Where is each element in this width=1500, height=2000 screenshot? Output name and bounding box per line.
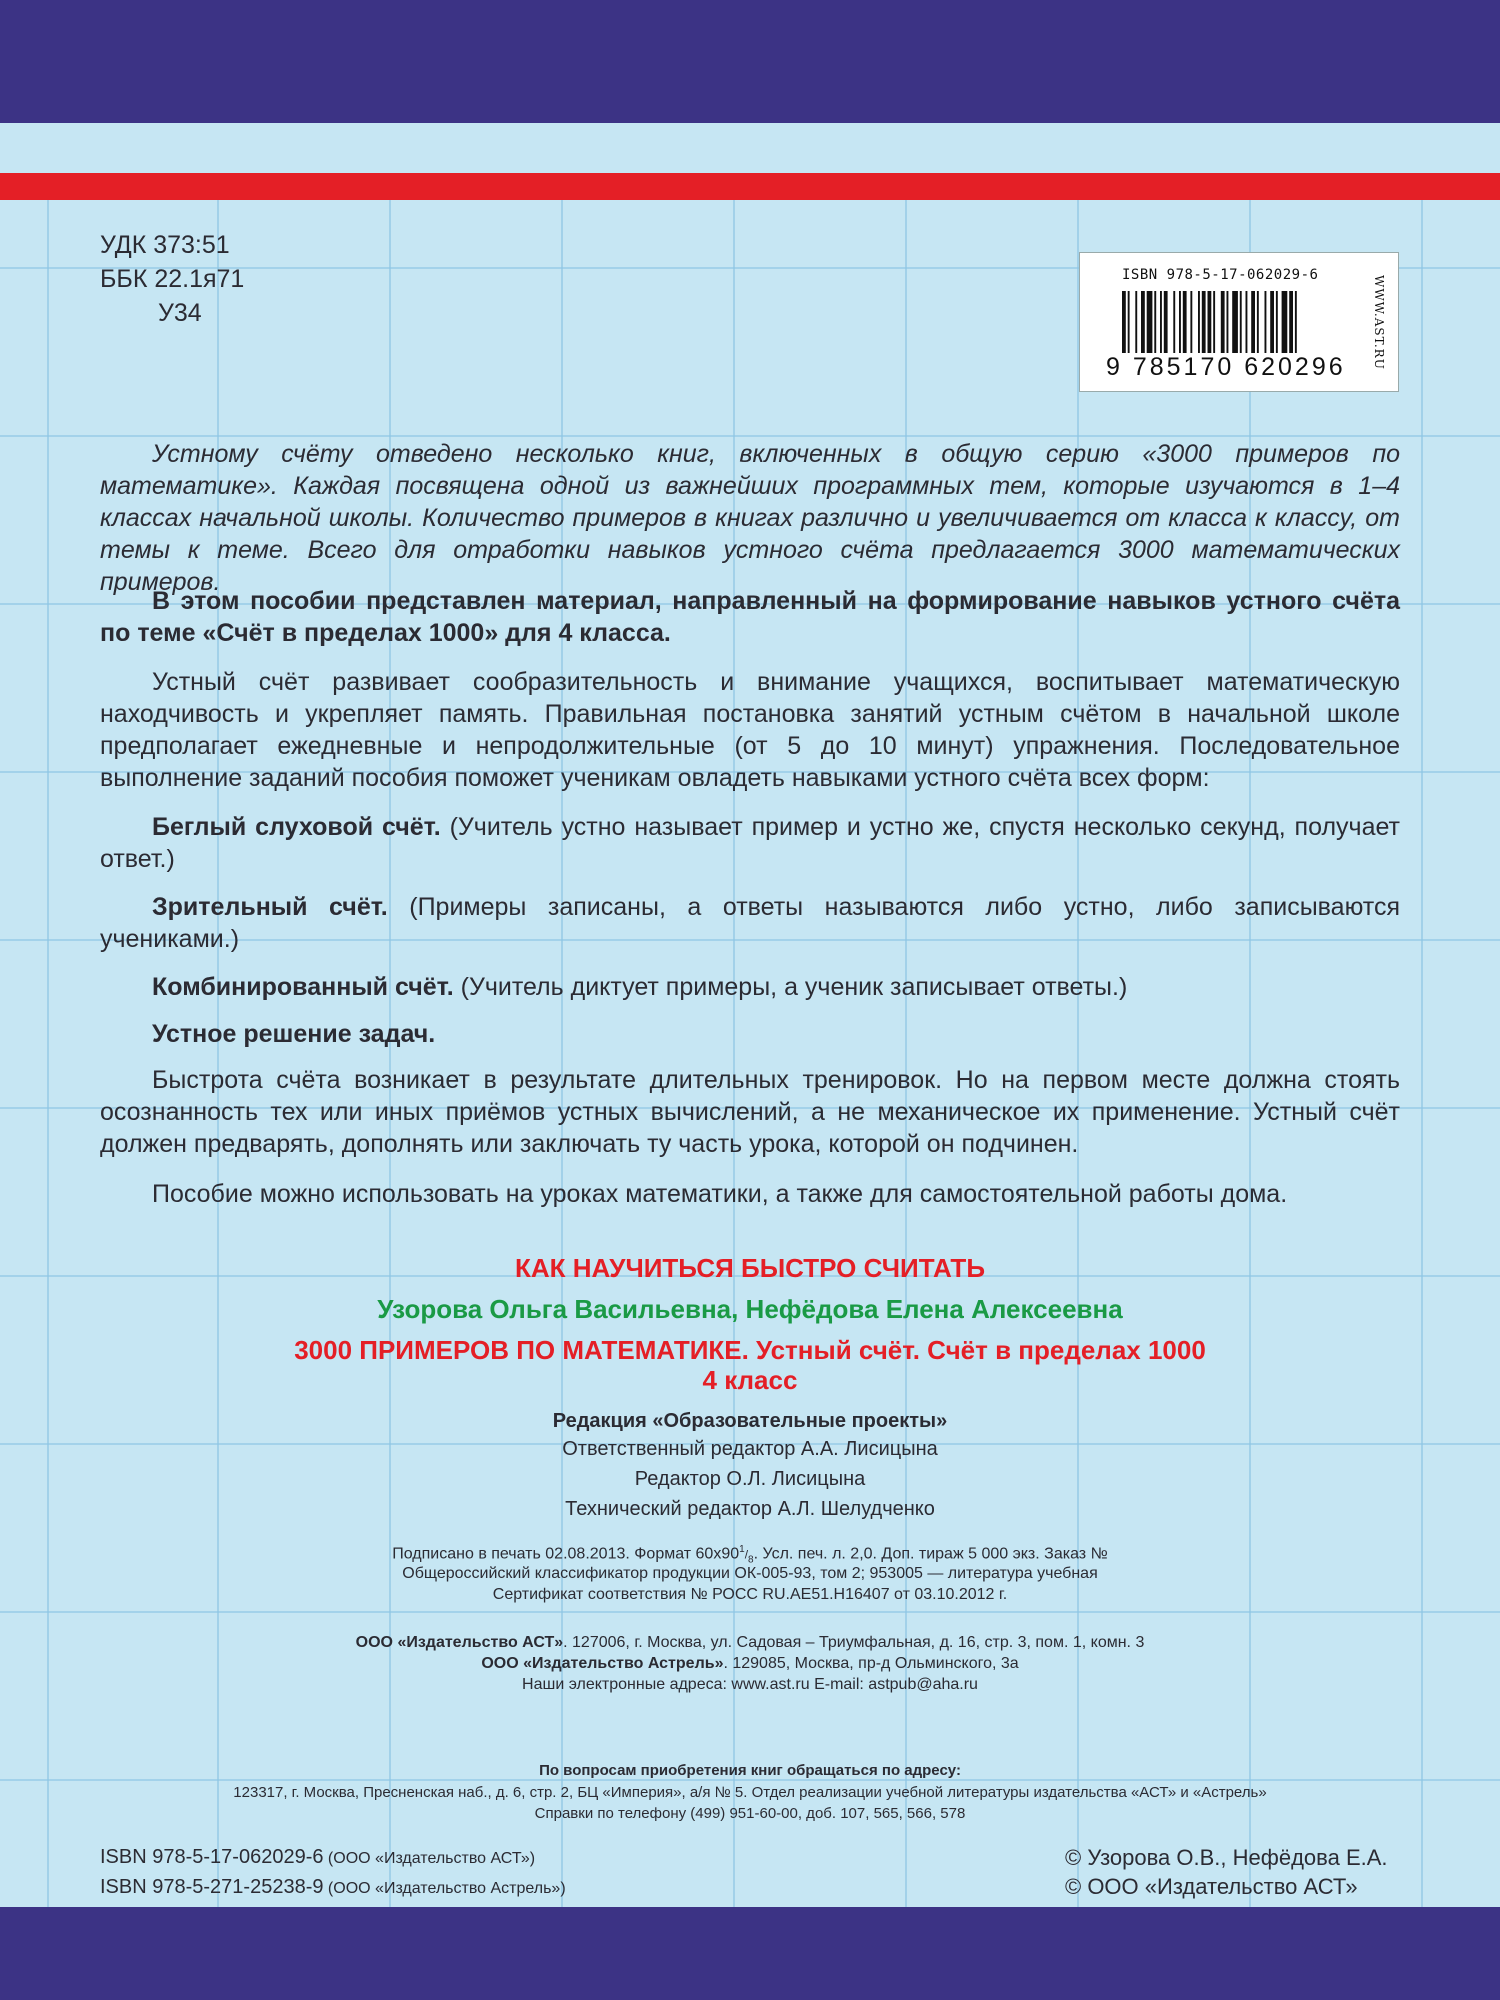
isbn-entry	[100, 1843, 566, 1873]
bottom-band	[0, 1907, 1500, 2000]
usage-paragraph	[100, 1178, 1400, 1210]
usage-text: Пособие можно использовать на уроках математики, а также для самостоятельной работы дома.	[152, 1180, 1288, 1208]
barcode-icon	[1122, 291, 1352, 353]
book-title: 3000 ПРИМЕРОВ ПО МАТЕМАТИКЕ. Устный счёт. Счёт в пределах 1000	[294, 1335, 1206, 1365]
form-desc: (Примеры записаны, а ответы называются либо устно, либо записываются учениками.)	[100, 893, 1400, 953]
oral-text: Устный счёт развивает сообразительность и внимание учащихся, воспитывает математическую находчивость и укрепляет память. Правильная постановка занятий устным счётом в начальной школе предполагает ежедневные и непродолжительные (от 5 до 10 минут) упражнения. Последовательное выполнение заданий пособия поможет ученикам овладеть навыками устного счёта всех форм:	[100, 668, 1400, 792]
form-term: Зрительный счёт.	[152, 893, 388, 921]
isbn-barcode-box	[1079, 252, 1399, 392]
copyright-line: © ООО «Издательство АСТ»	[1065, 1874, 1358, 1899]
print-line-2: Общероссийский классификатор продукции ОК-005-93, том 2; 953005 — литература учебная	[402, 1565, 1098, 1582]
editor-responsible: Ответственный редактор А.А. Лисицына	[562, 1438, 938, 1460]
isbn-list	[100, 1843, 566, 1903]
isbn-number: ISBN 978-5-17-062029-6	[100, 1846, 324, 1868]
bold-paragraph	[100, 585, 1400, 649]
editor: Редактор О.Л. Лисицына	[634, 1468, 866, 1490]
form-item	[100, 1018, 1400, 1050]
form-term: Беглый слуховой счёт.	[152, 813, 441, 841]
form-desc: (Учитель устно называет пример и устно же, спустя несколько секунд, получает ответ.)	[100, 813, 1400, 873]
speed-text: Быстрота счёта возникает в результате длительных тренировок. Но на первом месте должна стоять осознанность тех или иных приёмов устных вычислений, а не механическое их применение. Устный счёт должен предварять, дополнять или заключать ту часть урока, которой он подчинен.	[100, 1066, 1400, 1158]
purchase-line-1: 123317, г. Москва, Пресненская наб., д. 6, стр. 2, БЦ «Империя», а/я № 5. Отдел реализации учебной литературы издательства «АСТ» и «Астрель»	[233, 1784, 1267, 1801]
form-item	[100, 811, 1400, 875]
print-line-1: Подписано в печать 02.08.2013. Формат $60x90^1/_8$. Усл. печ. л. 2,0. Доп. тираж 5 000 экз. Заказ №	[392, 1544, 1108, 1566]
form-term: Устное решение задач.	[152, 1020, 436, 1048]
form-item	[100, 891, 1400, 955]
publisher-1	[0, 1634, 1500, 1652]
publisher-emails: Наши электронные адреса: www.ast.ru E-mail: astpub@aha.ru	[522, 1676, 978, 1693]
barcode-digits: 9 785170 620296	[1106, 353, 1346, 381]
oral-paragraph	[100, 666, 1400, 794]
publisher-2	[0, 1655, 1500, 1673]
barcode-site: WWW.AST.RU	[1372, 275, 1386, 370]
grade: 4 класс	[702, 1365, 798, 1395]
format-fraction-den: 8	[748, 1554, 754, 1566]
copyright-block	[1065, 1843, 1388, 1901]
publisher-1-addr: . 127006, г. Москва, ул. Садовая – Триумфальная, д. 16, стр. 3, пом. 1, комн. 3	[563, 1634, 1145, 1651]
author-code: У34	[158, 299, 202, 327]
series-title: КАК НАУЧИТЬСЯ БЫСТРО СЧИТАТЬ	[514, 1253, 986, 1283]
isbn-entry	[100, 1873, 566, 1903]
bold-text: В этом пособии представлен материал, направленный на формирование навыков устного счёта по теме «Счёт в пределах 1000» для 4 класса.	[100, 587, 1400, 647]
isbn-publisher: (ООО «Издательство Астрель»)	[323, 1880, 566, 1897]
udk-code: УДК 373:51	[100, 231, 230, 259]
barcode-isbn-label: ISBN 978-5-17-062029-6	[1122, 267, 1319, 283]
classification-codes	[100, 228, 244, 330]
speed-paragraph	[100, 1064, 1400, 1160]
publisher-1-name: ООО «Издательство АСТ»	[355, 1634, 564, 1651]
print-line-1a: Подписано в печать 02.08.2013. Формат 60x90	[392, 1545, 740, 1563]
form-term: Комбинированный счёт.	[152, 973, 454, 1001]
isbn-number: ISBN 978-5-271-25238-9	[100, 1876, 324, 1898]
edition: Редакция «Образовательные проекты»	[552, 1410, 948, 1432]
intro-paragraph	[100, 438, 1400, 598]
purchase-heading: По вопросам приобретения книг обращаться по адресу:	[539, 1762, 961, 1779]
purchase-line-2: Справки по телефону (499) 951-60-00, доб. 107, 565, 566, 578	[534, 1805, 966, 1822]
bbk-code: ББК 22.1я71	[100, 265, 245, 293]
form-desc: (Учитель диктует примеры, а ученик записывает ответы.)	[453, 973, 1128, 1001]
form-item	[100, 971, 1400, 1003]
copyright-line: © Узорова О.В., Нефёдова Е.А.	[1065, 1845, 1388, 1870]
print-line-1b: . Усл. печ. л. 2,0. Доп. тираж 5 000 экз. Заказ №	[753, 1545, 1108, 1563]
intro-text: Устному счёту отведено несколько книг, включенных в общую серию «3000 примеров по математике». Каждая посвящена одной из важнейших программных тем, которые изучаются в 1–4 классах начальной школы. Количество примеров в книгах различно и увеличивается от класса к классу, от темы к теме. Всего для отработки навыков устного счёта предлагается 3000 математических примеров.	[100, 440, 1400, 596]
top-band	[0, 0, 1500, 123]
print-line-3: Сертификат соответствия № РОСС RU.AE51.H16407 от 03.10.2012 г.	[492, 1586, 1008, 1603]
authors: Узорова Ольга Васильевна, Нефёдова Елена Алексеевна	[377, 1294, 1123, 1324]
isbn-publisher: (ООО «Издательство АСТ»)	[323, 1850, 536, 1867]
format-fraction-num: 1	[739, 1544, 745, 1555]
red-stripe	[0, 173, 1500, 200]
editor-technical: Технический редактор А.Л. Шелудченко	[565, 1498, 935, 1520]
publisher-2-addr: . 129085, Москва, пр-д Ольминского, 3а	[723, 1655, 1019, 1672]
publisher-2-name: ООО «Издательство Астрель»	[481, 1655, 724, 1672]
